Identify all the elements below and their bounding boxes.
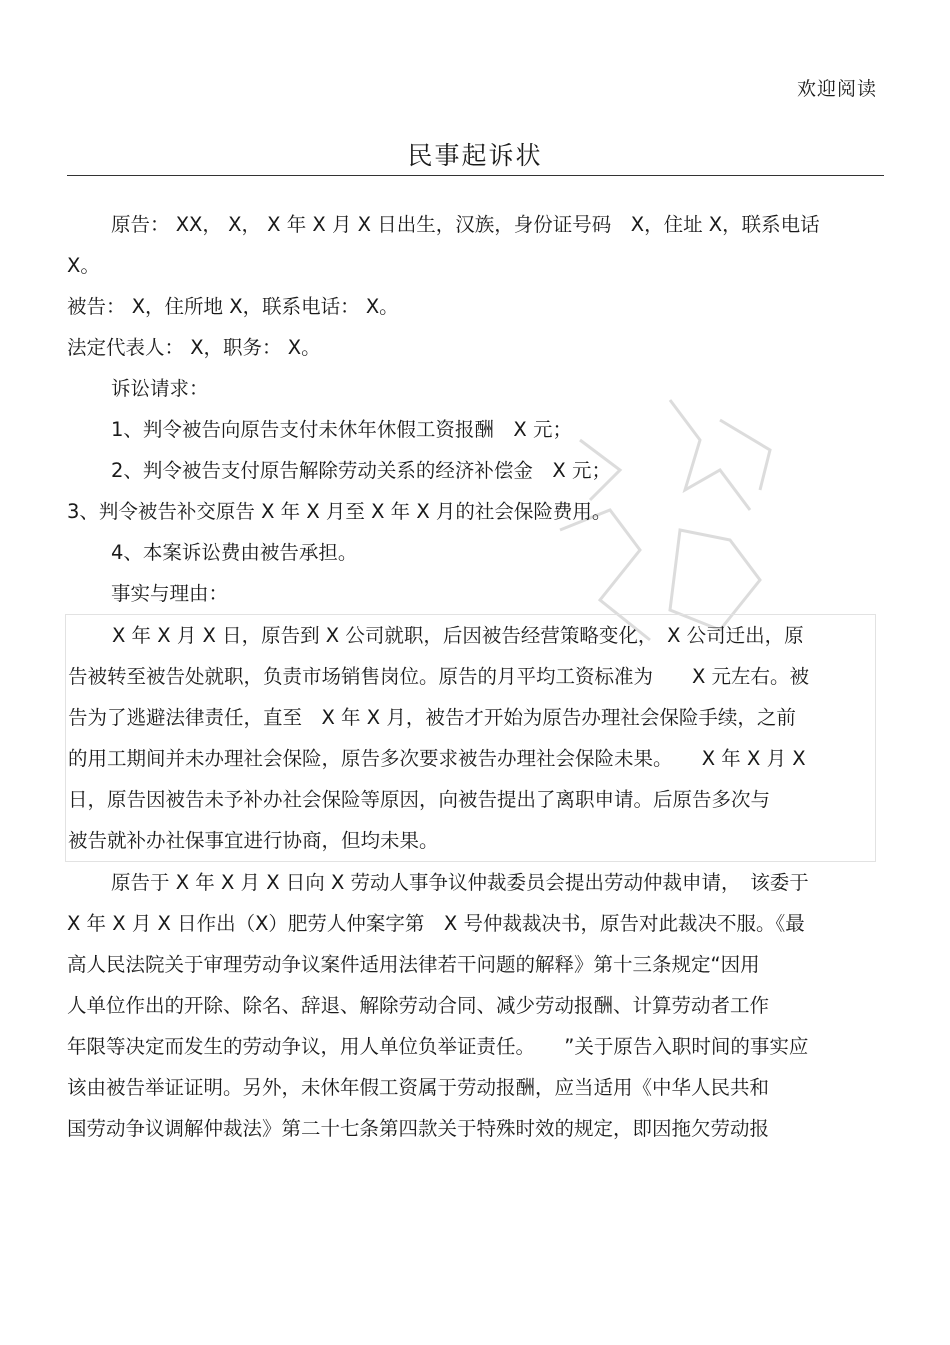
text-line: X 年 X 月 X 日，原告到 X 公司就职，后因被告经营策略变化， X 公司迁出，原 [112, 624, 804, 647]
text-line: 1、判令被告向原告支付未休年休假工资报酬 X 元； [111, 418, 572, 441]
text-line: X 年 X 月 X 日作出（X）肥劳人仲案字第 X 号仲裁裁决书，原告对此裁决不服。《最 [67, 912, 805, 935]
text-line: 原告： XX， X， X 年 X 月 X 日出生，汉族，身份证号码 X，住址 X，联系电话 [111, 213, 820, 236]
text-line: 人单位作出的开除、除名、辞退、解除劳动合同、减少劳动报酬、计算劳动者工作 [67, 994, 770, 1017]
text-line: 国劳动争议调解仲裁法》第二十七条第四款关于特殊时效的规定，即因拖欠劳动报 [67, 1117, 770, 1140]
reasoning-section [67, 862, 879, 1149]
text-line: 年限等决定而发生的劳动争议，用人单位负举证责任。 ”关于原告入职时间的事实应 [67, 1035, 809, 1058]
title-divider [67, 175, 884, 176]
document-body [67, 204, 879, 1149]
text-line: 的用工期间并未办理社会保险，原告多次要求被告办理社会保险未果。 X 年 X 月 X [68, 747, 806, 770]
header-text: 欢迎阅读 [796, 78, 877, 100]
text-line: 被告： X，住所地 X，联系电话： X。 [67, 295, 399, 318]
text-line: 日，原告因被告未予补办社会保险等原因，向被告提出了离职申请。后原告多次与 [68, 788, 771, 811]
text-line: 事实与理由： [111, 582, 229, 605]
text-line: 4、本案诉讼费由被告承担。 [111, 541, 358, 564]
text-line: 原告于 X 年 X 月 X 日向 X 劳动人事争议仲裁委员会提出劳动仲裁申请， 该委于 [111, 871, 809, 894]
text-line: 3、判令被告补交原告 X 年 X 月至 X 年 X 月的社会保险费用。 [67, 500, 612, 523]
document-title: 民事起诉状 [407, 141, 543, 170]
complaint-header-section [67, 204, 879, 614]
text-line: 告为了逃避法律责任，直至 X 年 X 月，被告才开始为原告办理社会保险手续，之前 [68, 706, 796, 729]
text-line: 2、判令被告支付原告解除劳动关系的经济补偿金 X 元； [111, 459, 611, 482]
text-line: 诉讼请求： [111, 377, 209, 400]
text-line: 该由被告举证证明。另外，未休年假工资属于劳动报酬，应当适用《中华人民共和 [67, 1076, 770, 1099]
facts-section [65, 614, 876, 862]
text-line: 法定代表人： X，职务： X。 [67, 336, 321, 359]
text-line: 告被转至被告处就职，负责市场销售岗位。原告的月平均工资标准为 X 元左右。被 [68, 665, 810, 688]
text-line: 高人民法院关于审理劳动争议案件适用法律若干问题的解释》第十三条规定“因用 [67, 953, 760, 976]
text-line: X。 [67, 254, 100, 277]
text-line: 被告就补办社保事宜进行协商，但均未果。 [68, 829, 439, 852]
